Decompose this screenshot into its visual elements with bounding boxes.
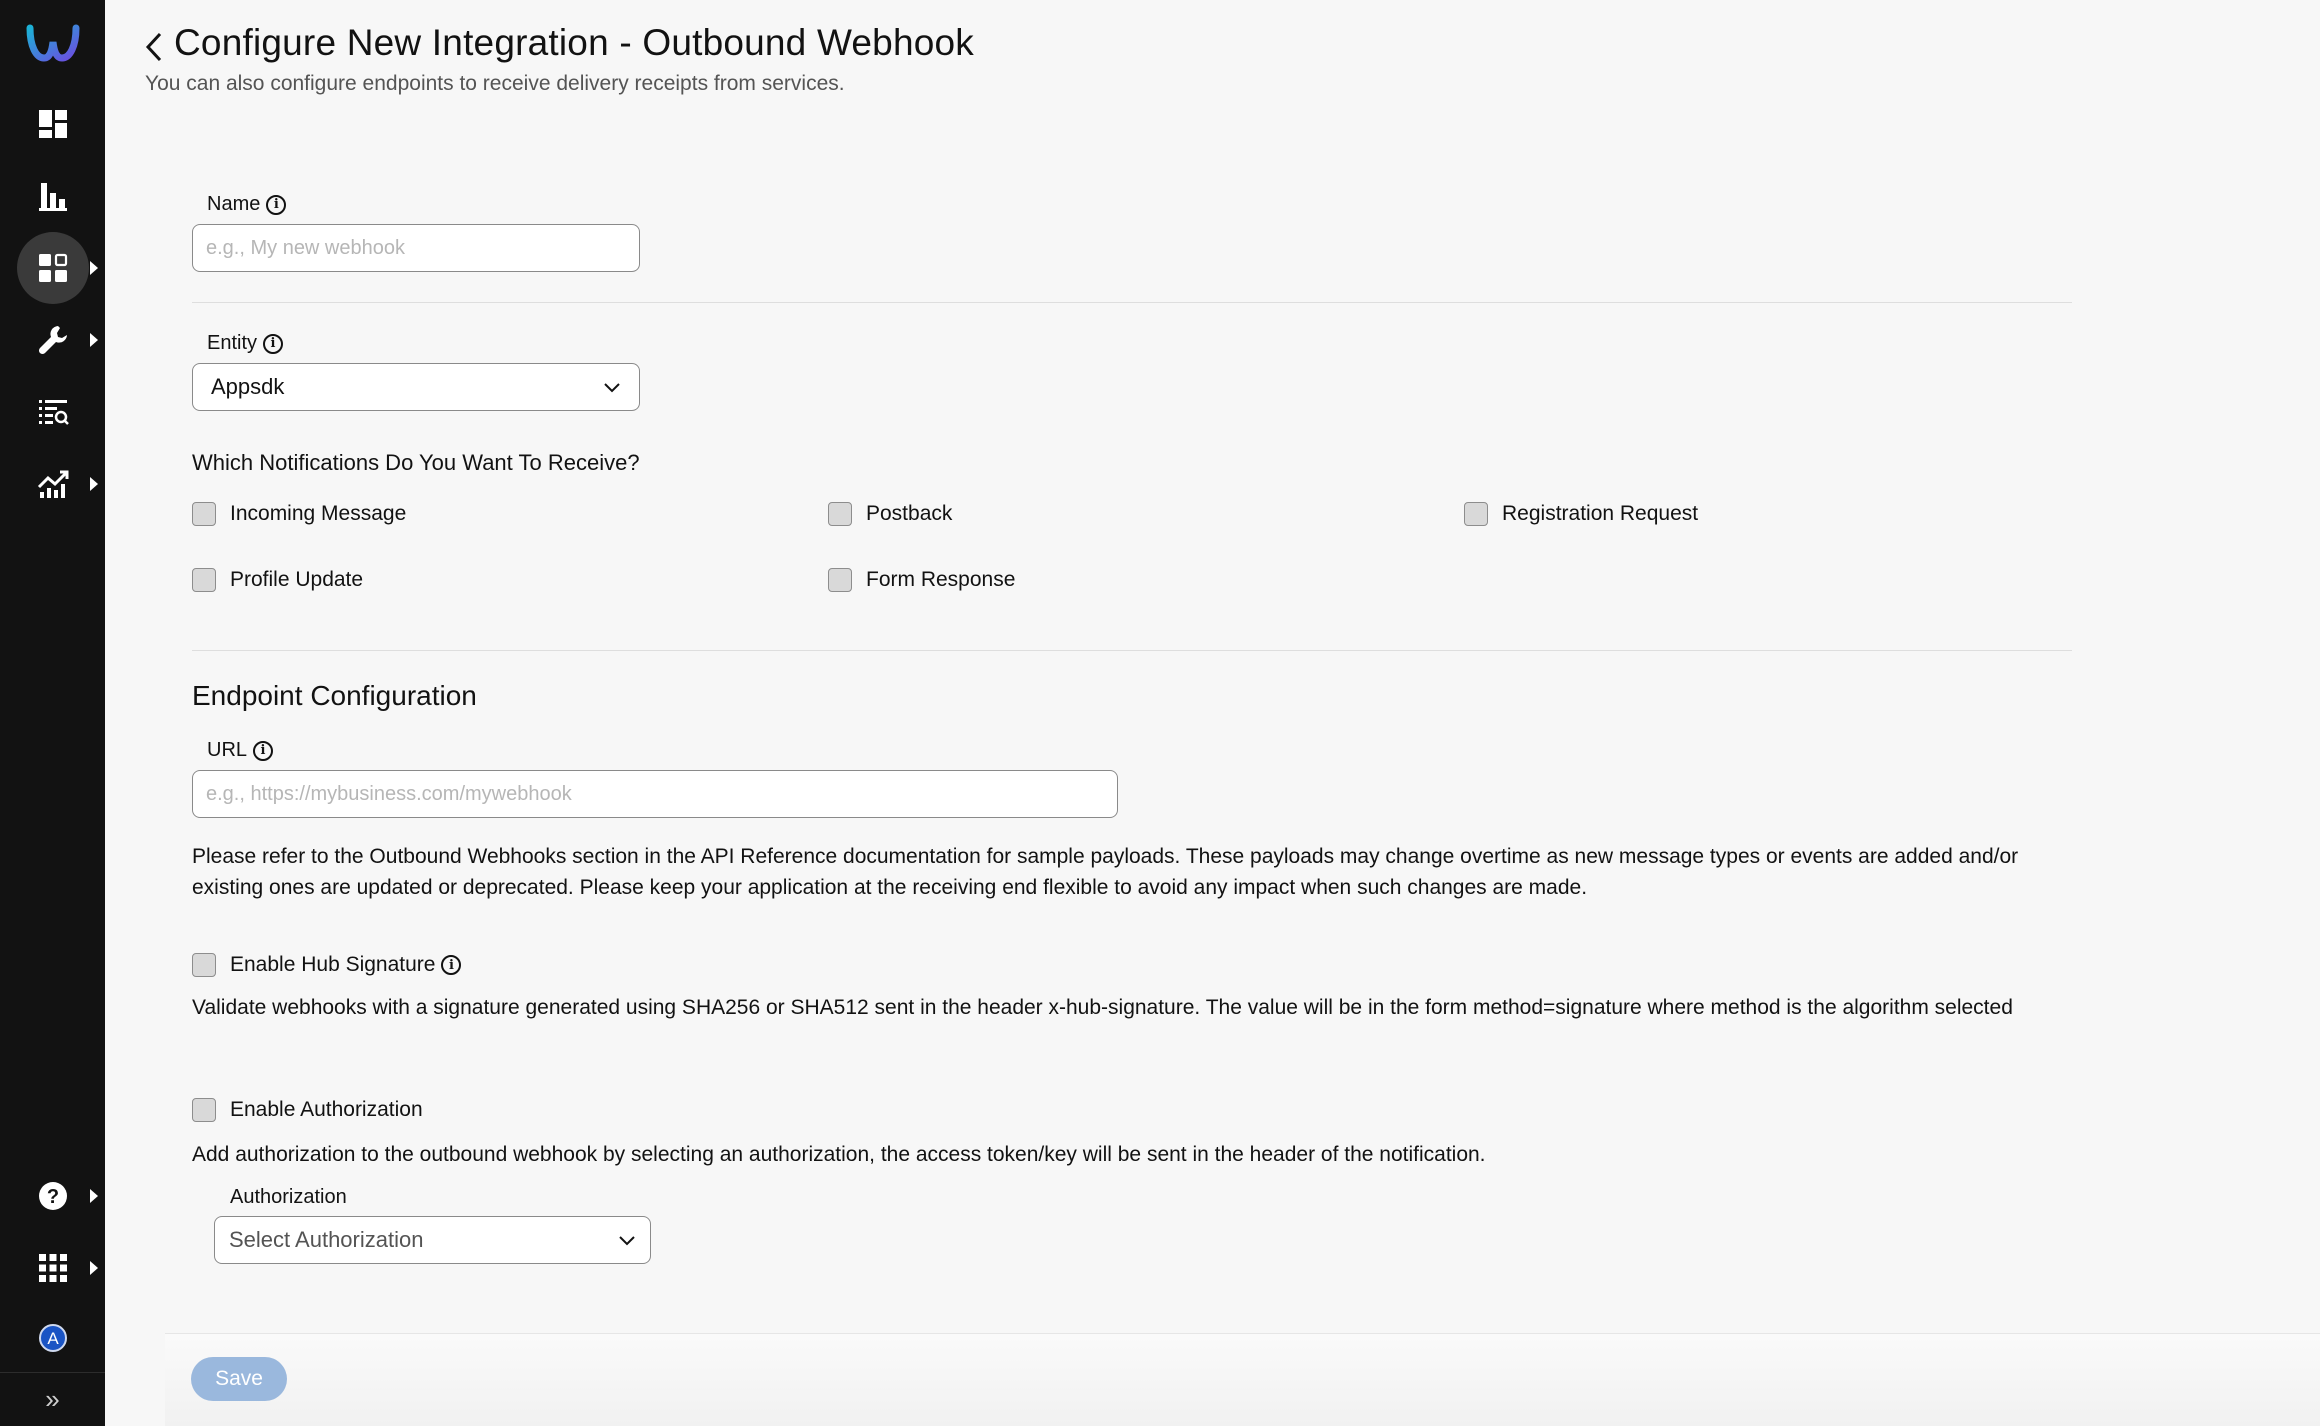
divider [192, 650, 2072, 651]
url-input[interactable] [192, 770, 1118, 818]
svg-text:A: A [47, 1329, 59, 1348]
help-icon [36, 1179, 70, 1213]
apps-icon [36, 251, 70, 285]
avatar-icon [36, 1321, 70, 1355]
logs-search-icon [36, 395, 70, 429]
sidebar-item-analytics[interactable] [17, 160, 89, 232]
webex-logo-icon [26, 20, 80, 64]
checkbox-box[interactable] [192, 1098, 216, 1122]
sidebar-item-tools[interactable] [17, 304, 89, 376]
url-info-icon[interactable]: i [253, 741, 273, 761]
entity-info-icon[interactable]: i [263, 334, 283, 354]
entity-label: Entity i [207, 332, 283, 355]
page-subtitle: You can also configure endpoints to receive delivery receipts from services. [145, 72, 845, 95]
sidebar-item-profile[interactable] [17, 1302, 89, 1374]
checkbox-box[interactable] [192, 502, 216, 526]
chevron-down-icon [618, 1231, 636, 1249]
api-reference-note: Please refer to the Outbound Webhooks section in the API Reference documentation for sample payloads. These payloads may change overtime as new message types or events are added and/or existing ones are updated or deprecated. Please keep your application at the receiving end flexible to avoid any impact when such changes are made. [192, 845, 2019, 899]
back-chevron-icon[interactable] [142, 30, 166, 64]
form-response-checkbox[interactable]: Form Response [828, 568, 1015, 592]
profile-update-checkbox[interactable]: Profile Update [192, 568, 363, 592]
app-grid-icon [36, 1251, 70, 1285]
enable-authorization-checkbox[interactable]: Enable Authorization [192, 1098, 423, 1122]
name-label: Name i [207, 193, 286, 216]
notifications-question: Which Notifications Do You Want To Receive? [192, 450, 640, 475]
trend-icon [36, 467, 70, 501]
checkbox-box[interactable] [828, 502, 852, 526]
url-label: URL i [207, 739, 273, 762]
authorization-select-value: Select Authorization [229, 1227, 424, 1252]
name-input[interactable] [192, 224, 640, 272]
wrench-icon [36, 323, 70, 357]
authorization-select[interactable] [214, 1216, 651, 1264]
divider [192, 302, 2072, 303]
registration-request-checkbox[interactable]: Registration Request [1464, 502, 1698, 526]
sidebar-item-help[interactable] [17, 1160, 89, 1232]
postback-checkbox[interactable]: Postback [828, 502, 952, 526]
sidebar-item-apps[interactable] [17, 232, 89, 304]
sidebar-tools-caret-icon[interactable] [90, 333, 98, 347]
checkbox-box[interactable] [828, 568, 852, 592]
sidebar-item-app-launcher[interactable] [17, 1232, 89, 1304]
checkbox-box[interactable] [192, 568, 216, 592]
svg-text:?: ? [46, 1186, 60, 1208]
authorization-description: Add authorization to the outbound webhook by selecting an authorization, the access token/key will be sent in the header of the notification. [192, 1143, 1486, 1166]
sidebar-launcher-caret-icon[interactable] [90, 1261, 98, 1275]
sidebar-item-logs[interactable] [17, 376, 89, 448]
hub-signature-info-icon[interactable]: i [441, 955, 461, 975]
entity-select[interactable] [192, 363, 640, 411]
bar-chart-icon [36, 179, 70, 213]
sidebar-help-caret-icon[interactable] [90, 1189, 98, 1203]
sidebar-expand-button[interactable]: » [0, 1372, 105, 1426]
checkbox-box[interactable] [1464, 502, 1488, 526]
checkbox-box[interactable] [192, 953, 216, 977]
authorization-label: Authorization [230, 1186, 347, 1208]
incoming-message-checkbox[interactable]: Incoming Message [192, 502, 406, 526]
sidebar-reports-caret-icon[interactable] [90, 477, 98, 491]
endpoint-section-title: Endpoint Configuration [192, 680, 477, 711]
sidebar-item-reports[interactable] [17, 448, 89, 520]
chevron-down-icon [603, 378, 621, 396]
dashboard-icon [36, 107, 70, 141]
sidebar [0, 0, 105, 1426]
save-button[interactable]: Save [191, 1357, 287, 1401]
footer-bar [165, 1333, 2320, 1426]
enable-hub-signature-checkbox[interactable]: Enable Hub Signature i [192, 953, 461, 977]
entity-select-value: Appsdk [211, 374, 285, 399]
name-info-icon[interactable]: i [266, 195, 286, 215]
hub-signature-description: Validate webhooks with a signature generated using SHA256 or SHA512 sent in the header x-hub-signature. The value will be in the form method=signature where method is the algorithm selected [192, 996, 2013, 1019]
sidebar-apps-caret-icon[interactable] [90, 261, 98, 275]
sidebar-item-dashboard[interactable] [17, 88, 89, 160]
page-title: Configure New Integration - Outbound Webhook [174, 22, 974, 63]
